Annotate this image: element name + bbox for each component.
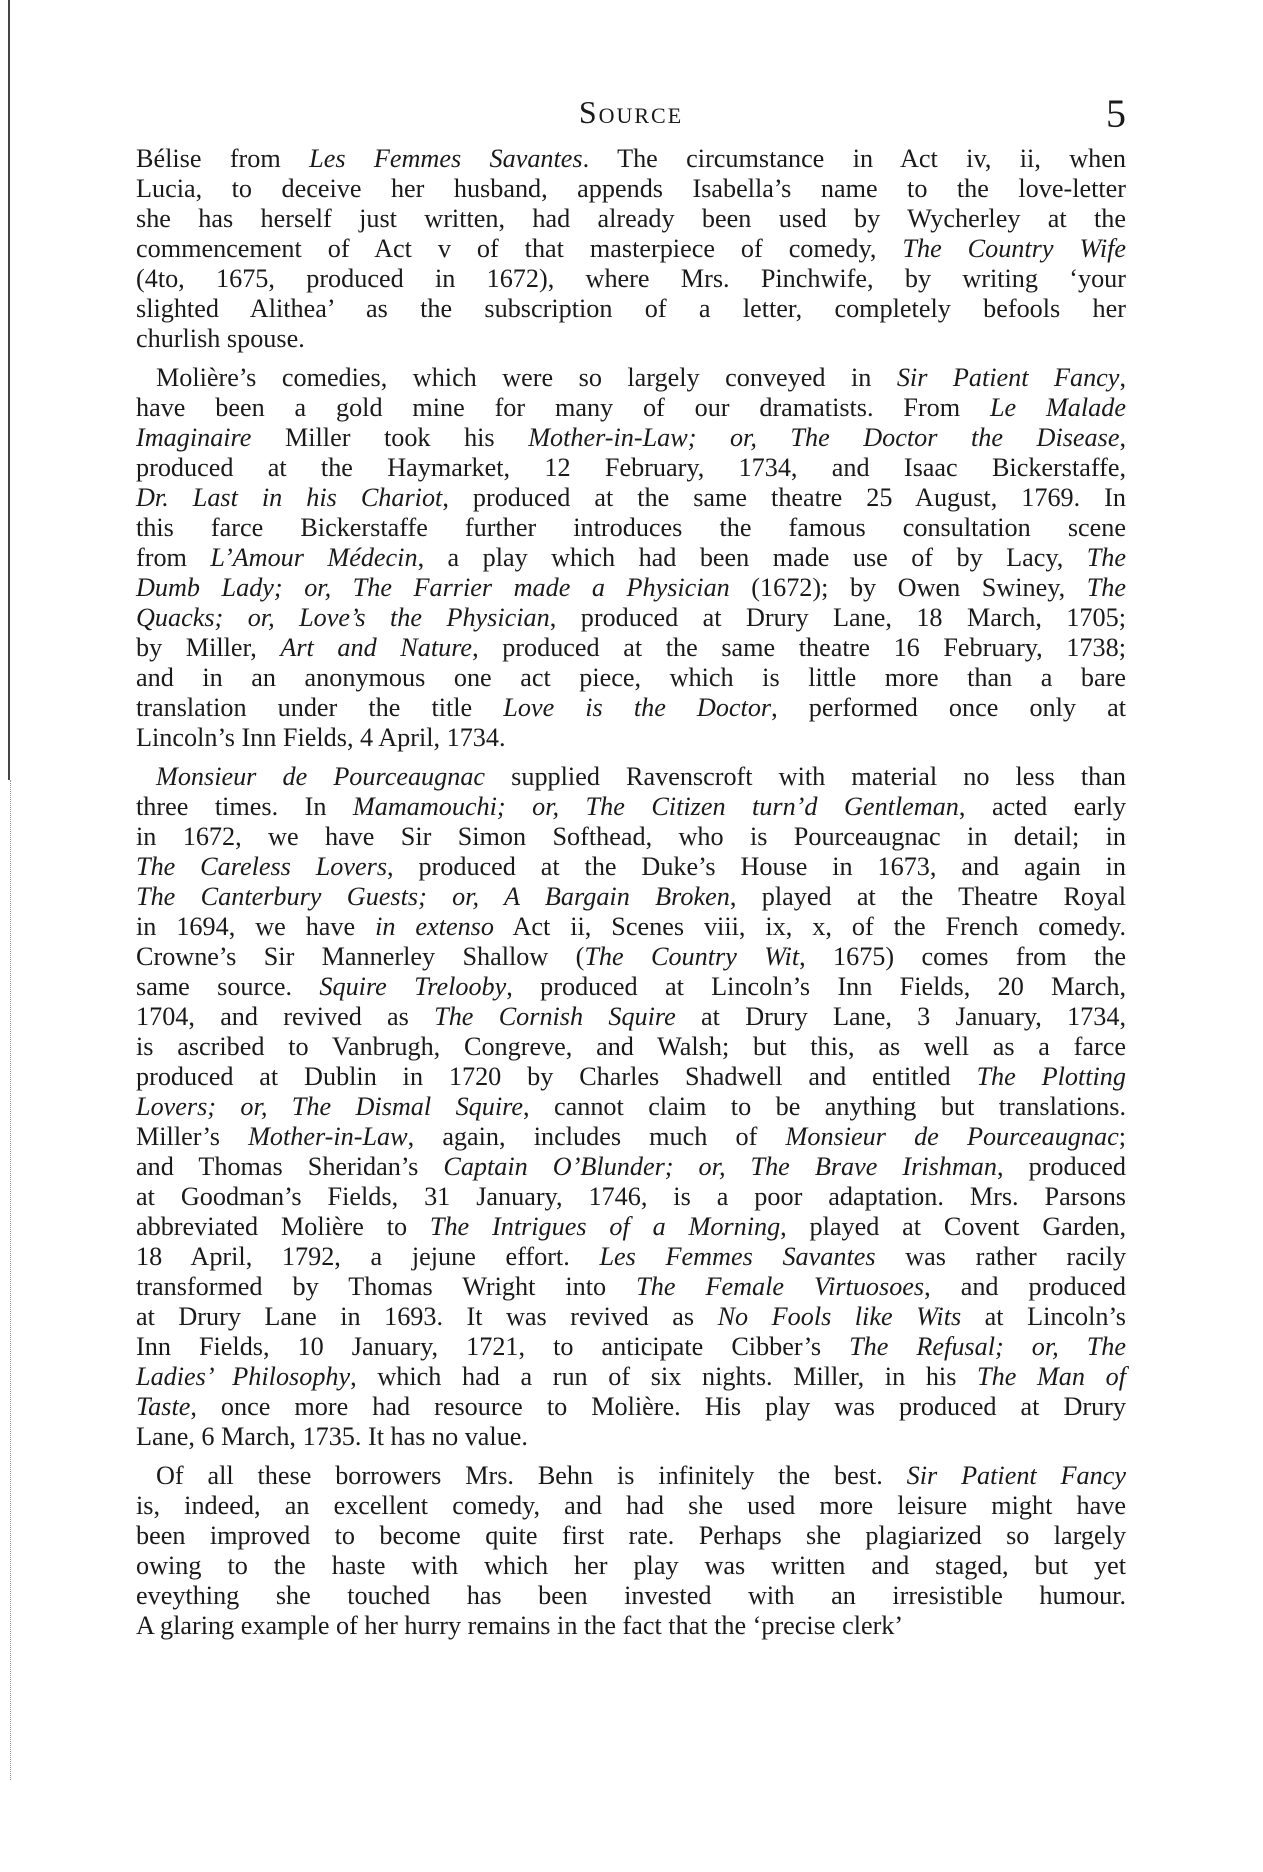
text-line: at Goodman’s Fields, 31 January, 1746, is a poor adaptation. Mrs. Parsons — [136, 1182, 1126, 1211]
text-line: Quacks; or, Love’s the Physician, produced at Drury Lane, 18 March, 1705; — [136, 603, 1126, 632]
text-line: slighted Alithea’ as the subscription of a letter, completely befools her — [136, 294, 1126, 323]
paragraph — [136, 1461, 1126, 1641]
text-line: at Drury Lane in 1693. It was revived as No Fools like Wits at Lincoln’s — [136, 1302, 1126, 1331]
text-line: produced at Dublin in 1720 by Charles Shadwell and entitled The Plotting — [136, 1062, 1126, 1091]
body-text — [136, 144, 1126, 1641]
text-line: The Careless Lovers, produced at the Duke’s House in 1673, and again in — [136, 852, 1126, 881]
text-line: Taste, once more had resource to Molière. His play was produced at Drury — [136, 1392, 1126, 1421]
text-line: is ascribed to Vanbrugh, Congreve, and Walsh; but this, as well as a farce — [136, 1032, 1126, 1061]
text-line: transformed by Thomas Wright into The Female Virtuosoes, and produced — [136, 1272, 1126, 1301]
text-line: commencement of Act v of that masterpiece of comedy, The Country Wife — [136, 234, 1126, 263]
text-line: abbreviated Molière to The Intrigues of a Morning, played at Covent Garden, — [136, 1212, 1126, 1241]
text-line: in 1672, we have Sir Simon Softhead, who is Pourceaugnac in detail; in — [136, 822, 1126, 851]
text-line: (4to, 1675, produced in 1672), where Mrs. Pinchwife, by writing ‘your — [136, 264, 1126, 293]
text-line: Dr. Last in his Chariot, produced at the same theatre 25 August, 1769. In — [136, 483, 1126, 512]
text-line: have been a gold mine for many of our dramatists. From Le Malade — [136, 393, 1126, 422]
running-title: Source — [578, 94, 684, 130]
paragraph — [136, 144, 1126, 354]
text-line: Inn Fields, 10 January, 1721, to anticipate Cibber’s The Refusal; or, The — [136, 1332, 1126, 1361]
page — [136, 88, 1126, 1641]
paragraph-gap — [136, 354, 1126, 363]
text-line: Lane, 6 March, 1735. It has no value. — [136, 1422, 528, 1451]
scan-margin-line — [8, 0, 10, 780]
paragraph-gap — [136, 753, 1126, 762]
text-line: same source. Squire Trelooby, produced at Lincoln’s Inn Fields, 20 March, — [136, 972, 1127, 1001]
scan-margin-dots — [10, 780, 12, 1780]
text-line: A glaring example of her hurry remains in the fact that the ‘precise clerk’ — [136, 1611, 904, 1640]
text-line: translation under the title Love is the Doctor, performed once only at — [136, 693, 1127, 722]
text-line: Imaginaire Miller took his Mother-in-Law; or, The Doctor the Disease, — [136, 423, 1127, 452]
text-line: Ladies’ Philosophy, which had a run of six nights. Miller, in his The Man of — [136, 1362, 1127, 1391]
text-line: by Miller, Art and Nature, produced at the same theatre 16 February, 1738; — [136, 633, 1126, 662]
text-line: Monsieur de Pourceaugnac supplied Ravenscroft with material no less than — [156, 762, 1126, 791]
paragraph — [136, 363, 1126, 753]
paragraph — [136, 762, 1126, 1452]
text-line: Bélise from Les Femmes Savantes. The circumstance in Act iv, ii, when — [136, 144, 1126, 173]
text-line: been improved to become quite first rate. Perhaps she plagiarized so largely — [136, 1521, 1126, 1550]
text-line: is, indeed, an excellent comedy, and had she used more leisure might have — [136, 1491, 1126, 1520]
text-line: The Canterbury Guests; or, A Bargain Broken, played at the Theatre Royal — [136, 882, 1126, 911]
text-line: Crowne’s Sir Mannerley Shallow (The Country Wit, 1675) comes from the — [136, 942, 1126, 971]
text-line: this farce Bickerstaffe further introduces the famous consultation scene — [136, 513, 1126, 542]
text-line: in 1694, we have in extenso Act ii, Scenes viii, ix, x, of the French comedy. — [136, 912, 1126, 941]
text-line: eveything she touched has been invested with an irresistible humour. — [136, 1581, 1126, 1610]
page-number: 5 — [1106, 91, 1126, 136]
text-line: Dumb Lady; or, The Farrier made a Physician (1672); by Owen Swiney, The — [136, 573, 1126, 602]
text-line: churlish spouse. — [136, 324, 305, 353]
text-line: Of all these borrowers Mrs. Behn is infinitely the best. Sir Patient Fancy — [156, 1461, 1126, 1490]
running-header — [136, 88, 1126, 144]
text-line: and in an anonymous one act piece, which is little more than a bare — [136, 663, 1126, 692]
text-line: Lovers; or, The Dismal Squire, cannot claim to be anything but translations. — [136, 1092, 1126, 1121]
text-line: Lucia, to deceive her husband, appends Isabella’s name to the love-letter — [136, 174, 1126, 203]
text-line: and Thomas Sheridan’s Captain O’Blunder; or, The Brave Irishman, produced — [136, 1152, 1127, 1181]
text-line: Lincoln’s Inn Fields, 4 April, 1734. — [136, 723, 506, 752]
text-line: Miller’s Mother-in-Law, again, includes much of Monsieur de Pourceaugnac; — [136, 1122, 1126, 1151]
text-line: from L’Amour Médecin, a play which had been made use of by Lacy, The — [136, 543, 1127, 572]
text-line: owing to the haste with which her play was written and staged, but yet — [136, 1551, 1126, 1580]
text-line: three times. In Mamamouchi; or, The Citizen turn’d Gentleman, acted early — [136, 792, 1127, 821]
paragraph-gap — [136, 1452, 1126, 1461]
text-line: Molière’s comedies, which were so largely conveyed in Sir Patient Fancy, — [156, 363, 1126, 392]
text-line: 18 April, 1792, a jejune effort. Les Femmes Savantes was rather racily — [136, 1242, 1126, 1271]
text-line: she has herself just written, had already been used by Wycherley at the — [136, 204, 1126, 233]
text-line: 1704, and revived as The Cornish Squire at Drury Lane, 3 January, 1734, — [136, 1002, 1126, 1031]
text-line: produced at the Haymarket, 12 February, 1734, and Isaac Bickerstaffe, — [136, 453, 1126, 482]
